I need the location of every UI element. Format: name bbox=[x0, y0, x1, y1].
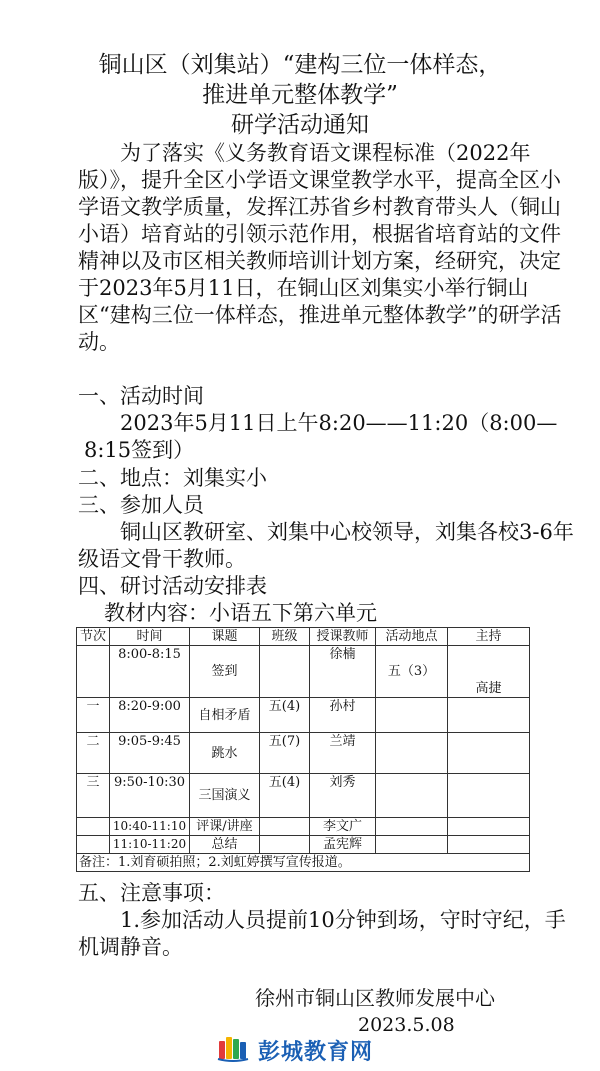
section-3-body: 铜山区教研室、刘集中心校领导，刘集各校3-6年级语文骨干教师。 bbox=[78, 520, 574, 571]
cell-topic: 评课/讲座 bbox=[190, 818, 260, 836]
intro-paragraph: 为了落实《义务教育语文课程标准（2022年版）》，提升全区小学语文课堂教学水平，提高全区小学语文教学质量，发挥江苏省乡村教育带头人（铜山小语）培育站的引领示范作用，根据省培育站的文件精神以及市区相关教师培训计划方案，经研究，决定于2023年5月11日，在铜山区刘集实小举行铜山区“建构三位一体样态，推进单元整体教学”的研学活动。 bbox=[78, 141, 562, 354]
section-2-heading: 二、地点：刘集实小 bbox=[78, 466, 267, 490]
cell-topic: 签到 bbox=[190, 646, 260, 698]
table-header: 节次 bbox=[77, 628, 110, 646]
cell-empty bbox=[448, 733, 530, 774]
cell-topic: 跳水 bbox=[190, 733, 260, 774]
title-line-3: 研学活动通知 bbox=[231, 112, 369, 138]
cell-period bbox=[77, 646, 110, 698]
section-1-heading: 一、活动时间 bbox=[78, 384, 204, 408]
section-5-body: 1.参加活动人员提前10分钟到场，守时守纪，手机调静音。 bbox=[78, 908, 566, 959]
cell-location: 五（3） bbox=[376, 646, 448, 698]
cell-empty bbox=[448, 698, 530, 733]
cell-teacher: 孟宪辉 bbox=[310, 836, 376, 854]
cell-empty bbox=[376, 733, 448, 774]
cell-teacher: 李文广 bbox=[310, 818, 376, 836]
cell-empty bbox=[448, 774, 530, 818]
schedule-table bbox=[76, 627, 530, 872]
cell-period: 二 bbox=[77, 733, 110, 774]
table-header: 课题 bbox=[190, 628, 260, 646]
table-row bbox=[77, 836, 530, 854]
cell-empty bbox=[376, 698, 448, 733]
signature-org: 徐州市铜山区教师发展中心 bbox=[255, 986, 495, 1010]
section-4-content: 教材内容：小语五下第六单元 bbox=[104, 601, 377, 625]
cell-class: 五(7) bbox=[260, 733, 310, 774]
table-row bbox=[77, 733, 530, 774]
cell-empty bbox=[448, 836, 530, 854]
table-row bbox=[77, 646, 530, 698]
cell-empty bbox=[376, 818, 448, 836]
cell-class: 五(4) bbox=[260, 698, 310, 733]
cell-empty bbox=[376, 774, 448, 818]
cell-time: 11:10-11:20 bbox=[110, 836, 190, 854]
table-header: 活动地点 bbox=[376, 628, 448, 646]
title-line-2: 推进单元整体教学” bbox=[202, 82, 398, 108]
section-4-heading: 四、研讨活动安排表 bbox=[78, 574, 267, 598]
cell-class: 五(4) bbox=[260, 774, 310, 818]
table-note: 备注：1.刘育硕拍照；2.刘虹婷撰写宣传报道。 bbox=[77, 854, 530, 872]
cell-class bbox=[260, 818, 310, 836]
table-row bbox=[77, 818, 530, 836]
cell-teacher: 刘秀 bbox=[310, 774, 376, 818]
cell-topic: 自相矛盾 bbox=[190, 698, 260, 733]
table-header: 班级 bbox=[260, 628, 310, 646]
cell-teacher: 徐楠 bbox=[310, 646, 376, 698]
table-row bbox=[77, 774, 530, 818]
cell-time: 10:40-11:10 bbox=[110, 818, 190, 836]
section-1-time: 2023年5月11日上午8:20——11:20（8:00—8:15签到） bbox=[84, 411, 558, 462]
watermark-logo bbox=[216, 1033, 396, 1063]
cell-time: 9:50-10:30 bbox=[110, 774, 190, 818]
table-note-row bbox=[77, 854, 530, 872]
cell-teacher: 孙村 bbox=[310, 698, 376, 733]
signature-date: 2023.5.08 bbox=[358, 1014, 455, 1036]
table-header: 主持 bbox=[448, 628, 530, 646]
table-header: 时间 bbox=[110, 628, 190, 646]
cell-empty bbox=[448, 818, 530, 836]
cell-host: 高捷 bbox=[448, 646, 530, 698]
cell-time: 8:00-8:15 bbox=[110, 646, 190, 698]
cell-period bbox=[77, 836, 110, 854]
section-5-heading: 五、注意事项： bbox=[78, 881, 225, 905]
table-header-row bbox=[77, 628, 530, 646]
cell-empty bbox=[376, 836, 448, 854]
table-header: 授课教师 bbox=[310, 628, 376, 646]
cell-period: 三 bbox=[77, 774, 110, 818]
cell-topic: 总结 bbox=[190, 836, 260, 854]
cell-time: 8:20-9:00 bbox=[110, 698, 190, 733]
cell-class bbox=[260, 646, 310, 698]
book-logo-icon bbox=[216, 1033, 252, 1063]
table-row bbox=[77, 698, 530, 733]
title-line-1: 铜山区（刘集站）“建构三位一体样态， bbox=[98, 52, 502, 78]
watermark-text: 彭城教育网 bbox=[258, 1040, 374, 1065]
cell-period: 一 bbox=[77, 698, 110, 733]
cell-time: 9:05-9:45 bbox=[110, 733, 190, 774]
cell-class bbox=[260, 836, 310, 854]
cell-period bbox=[77, 818, 110, 836]
cell-topic: 三国演义 bbox=[190, 774, 260, 818]
cell-teacher: 兰靖 bbox=[310, 733, 376, 774]
section-3-heading: 三、参加人员 bbox=[78, 493, 204, 517]
